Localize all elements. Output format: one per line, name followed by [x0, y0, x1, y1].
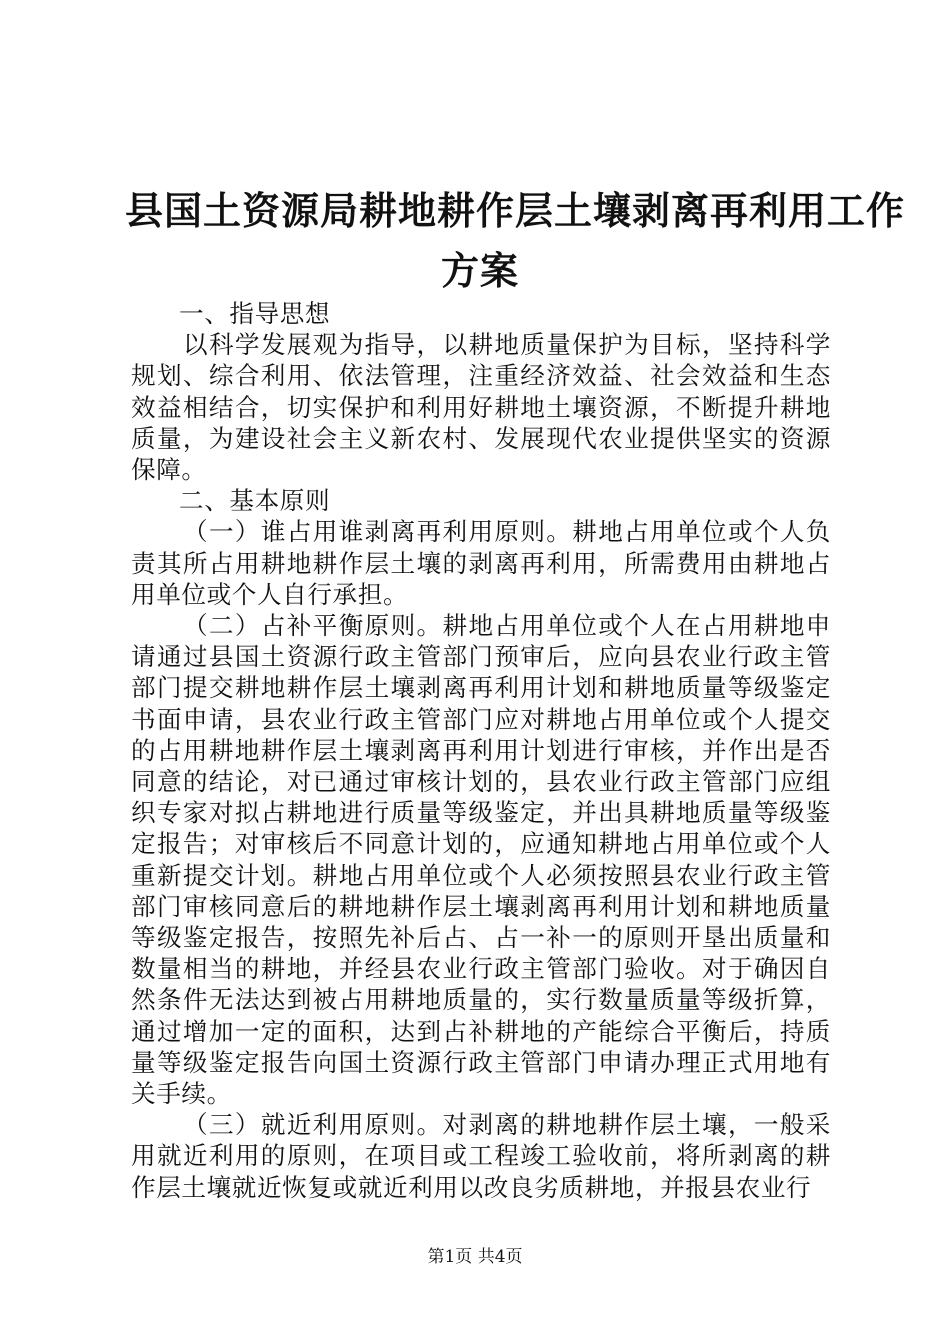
- page-number-footer: 第1页 共4页: [427, 1247, 523, 1267]
- document-title-line-1: 县国土资源局耕地耕作层土壤剥离再利用工作: [125, 189, 906, 233]
- section-heading-guiding-ideology: 一、指导思想: [179, 299, 331, 328]
- document-body: [131, 298, 831, 1203]
- paragraph-principle-1: （一）谁占用谁剥离再利用原则。耕地占用单位或个人负责其所占用耕地耕作层土壤的剥离再利用，所需费用由耕地占用单位或个人自行承担。: [131, 517, 831, 609]
- document-title-line-2: 方案: [440, 249, 519, 293]
- section-heading-basic-principles: 二、基本原则: [179, 486, 331, 516]
- paragraph-principle-2: （二）占补平衡原则。耕地占用单位或个人在占用耕地申请通过县国土资源行政主管部门预审后，应向县农业行政主管部门提交耕地耕作层土壤剥离再利用计划和耕地质量等级鉴定书面申请，县农业行政主管部门应对耕地占用单位或个人提交的占用耕地耕作层土壤剥离再利用计划进行审核，并作出是否同意的结论，对已通过审核计划的，县农业行政主管部门应组织专家对拟占耕地进行质量等级鉴定，并出具耕地质量等级鉴定报告；对审核后不同意计划的，应通知耕地占用单位或个人重新提交计划。耕地占用单位或个人必须按照县农业行政主管部门审核同意后的耕地耕作层土壤剥离再利用计划和耕地质量等级鉴定报告，按照先补后占、占一补一的原则开垦出质量和数量相当的耕地，并经县农业行政主管部门验收。对于确因自然条件无法达到被占用耕地质量的，实行数量质量等级折算，通过增加一定的面积，达到占补耕地的产能综合平衡后，持质量等级鉴定报告向国土资源行政主管部门申请办理正式用地有关手续。: [131, 611, 831, 1109]
- paragraph-principle-3: （三）就近利用原则。对剥离的耕地耕作层土壤，一般采用就近利用的原则，在项目或工程竣工验收前，将所剥离的耕作层土壤就近恢复或就近利用以改良劣质耕地，并报县农业行: [131, 1110, 831, 1202]
- paragraph-guiding-ideology: 以科学发展观为指导，以耕地质量保护为目标，坚持科学规划、综合利用、依法管理，注重经济效益、社会效益和生态效益相结合，切实保护和利用好耕地土壤资源，不断提升耕地质量，为建设社会主义新农村、发展现代农业提供坚实的资源保障。: [131, 330, 831, 485]
